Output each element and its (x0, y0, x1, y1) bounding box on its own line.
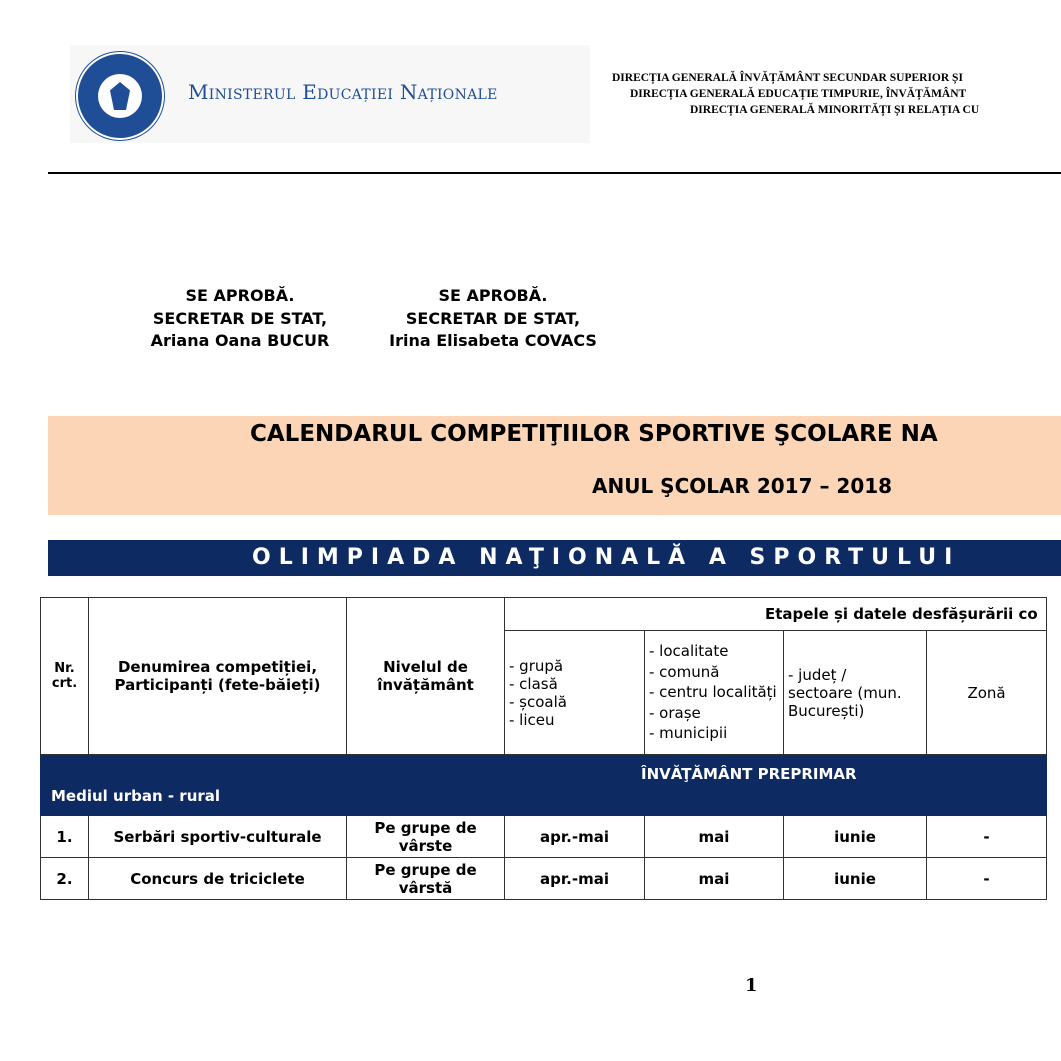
government-seal-logo (76, 52, 164, 140)
approval-label: SE APROBĂ. (185, 286, 295, 305)
header-name: Denumirea competiției, Participanți (fete-băieți) (89, 598, 347, 755)
approval-role: SECRETAR DE STAT, (152, 308, 328, 328)
cell-stage3: iunie (784, 858, 927, 900)
document-title: CALENDARUL COMPETIŢIILOR SPORTIVE ŞCOLARE NA (250, 421, 938, 447)
header-stages: Etapele și datele desfășurării co (505, 598, 1047, 631)
cell-level: Pe grupe de vârstă (347, 858, 505, 900)
subsection-title: Mediul urban - rural (51, 787, 221, 805)
direction-line: DIRECȚIA GENERALĂ ÎNVĂȚĂMÂNT SECUNDAR SUPERIOR ȘI (612, 72, 963, 84)
cell-nr: 2. (41, 858, 89, 900)
approval-block-2 (383, 285, 603, 353)
direction-line: DIRECȚIA GENERALĂ MINORITĂȚI ȘI RELAȚIA CU (690, 104, 980, 116)
section-title: ÎNVĂŢĂMÂNT PREPRIMAR (641, 765, 857, 783)
header-divider (48, 172, 1061, 174)
cell-zone: - (927, 816, 1047, 858)
cell-zone: - (927, 858, 1047, 900)
approval-role: SECRETAR DE STAT, (405, 308, 581, 328)
section-row (41, 755, 1047, 816)
approval-signatory: Irina Elisabeta COVACS (389, 331, 597, 350)
cell-stage1: apr.-mai (505, 816, 645, 858)
olympiad-banner (48, 540, 1061, 576)
cell-stage2: mai (645, 816, 784, 858)
header-stage-school: - grupă - clasă - școală - liceu (505, 631, 645, 755)
cell-name: Concurs de triciclete (89, 858, 347, 900)
table-row (41, 858, 1047, 900)
approval-signatory: Ariana Oana BUCUR (150, 331, 330, 350)
approval-label: SE APROBĂ. (438, 286, 548, 305)
table-row (41, 816, 1047, 858)
olympiad-title: OLIMPIADA NAŢIONALĂ A SPORTULUI (252, 545, 961, 570)
header-stage-local: - localitate - comună - centru localități - orașe - municipii (645, 631, 784, 755)
header-nr: Nr. crt. (41, 598, 89, 755)
ministry-name: Ministerul Educației Naționale (188, 80, 498, 104)
competition-table (40, 597, 1047, 900)
header-stage-county: - județ / sectoare (mun. București) (784, 631, 927, 755)
school-year: ANUL ŞCOLAR 2017 – 2018 (592, 474, 893, 498)
cell-level: Pe grupe de vârste (347, 816, 505, 858)
cell-stage3: iunie (784, 816, 927, 858)
page-number: 1 (745, 975, 758, 996)
cell-name: Serbări sportiv-culturale (89, 816, 347, 858)
cell-nr: 1. (41, 816, 89, 858)
cell-stage2: mai (645, 858, 784, 900)
header-level: Nivelul de învățământ (347, 598, 505, 755)
cell-stage1: apr.-mai (505, 858, 645, 900)
direction-line: DIRECȚIA GENERALĂ EDUCAȚIE TIMPURIE, ÎNVĂȚĂMÂNT (630, 88, 967, 100)
header-stage-zone: Zonă (927, 631, 1047, 755)
approval-block-1 (140, 285, 340, 353)
